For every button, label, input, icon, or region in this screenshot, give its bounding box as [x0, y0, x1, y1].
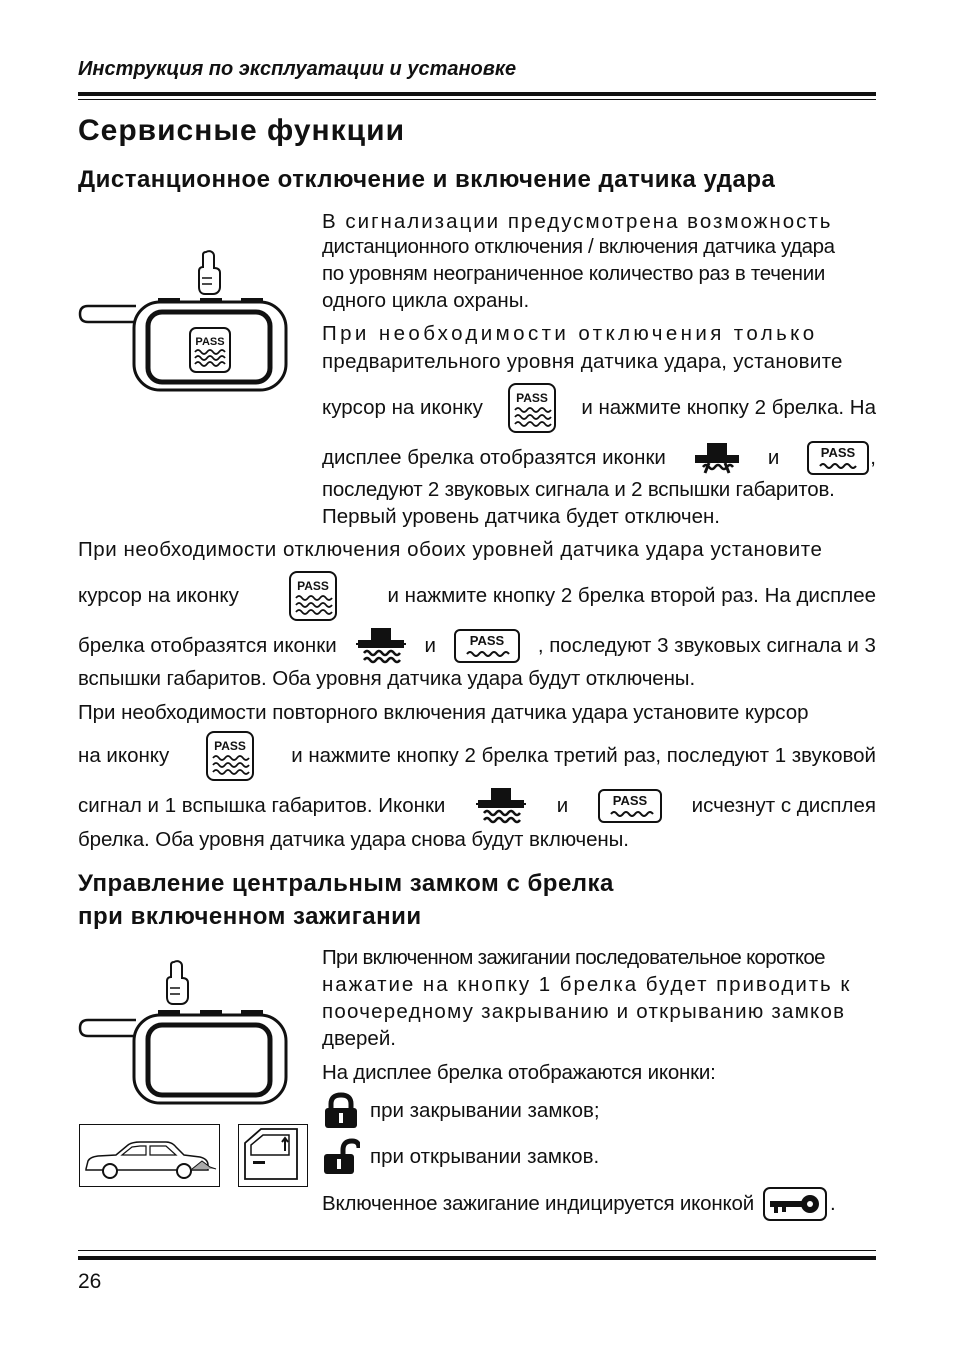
- pass-icon: [507, 382, 557, 434]
- shock-p3-line-3: сигнал и 1 вспышка габаритов. Иконки и PASS исчезнут с дисплея: [78, 786, 876, 826]
- pass-icon: [806, 440, 870, 476]
- svg-text:PASS: PASS: [821, 445, 856, 460]
- section-title: Сервисные функции: [78, 114, 406, 147]
- lock-closed-icon: [322, 1092, 360, 1130]
- fob-illustration-lock: [78, 958, 293, 1108]
- shock-p1-line-6: Первый уровень датчика будет отключен.: [322, 505, 720, 528]
- shock-sensor-off-icon: [354, 626, 408, 666]
- pointing-hand-icon: [199, 251, 220, 294]
- lock-display-line: На дисплее брелка отображаются иконки:: [322, 1061, 716, 1084]
- shock-p3-line-1: При необходимости повторного включения датчика удара установите курсор: [78, 701, 809, 724]
- shock-p1-line-2: предварительного уровня датчика удара, установите: [322, 350, 843, 373]
- svg-text:PASS: PASS: [297, 579, 330, 593]
- ignition-key-icon: [762, 1186, 828, 1222]
- lock-intro-line-3: поочередному закрыванию и открыванию замков: [322, 1000, 846, 1023]
- header-rule: [78, 92, 876, 96]
- ignition-row: Включенное зажигание индицируется иконкой .: [322, 1186, 836, 1222]
- pass-icon: [597, 788, 663, 824]
- svg-text:PASS: PASS: [469, 633, 505, 648]
- pass-icon: [190, 328, 230, 372]
- shock-p3-line-4: брелка. Оба уровня датчика удара снова будут включены.: [78, 828, 629, 851]
- shock-p1-line-4: дисплее брелка отобразятся иконки и PASS ,: [322, 440, 876, 476]
- shock-intro-line-2: дистанционного отключения / включения датчика удара: [322, 235, 835, 258]
- shock-p1-line-1: При необходимости отключения только: [322, 322, 818, 345]
- car-illustration: [79, 1124, 220, 1187]
- running-title: Инструкция по эксплуатации и установке: [78, 58, 517, 80]
- shock-intro-line-1: В сигнализации предусмотрена возможность: [322, 209, 833, 233]
- lock-intro-line-4: дверей.: [322, 1027, 396, 1050]
- shock-sensor-icon: [693, 441, 741, 475]
- lock-intro-line-2: нажатие на кнопку 1 брелка будет приводить к: [322, 973, 852, 996]
- pass-icon: [288, 570, 338, 622]
- footer-rule-thin: [78, 1250, 876, 1251]
- lock-title-line-2: при включенном зажигании: [78, 903, 422, 930]
- shock-p3-line-2: на иконку PASS и нажмите кнопку 2 брелка третий раз, последуют 1 звуковой: [78, 730, 876, 782]
- shock-p2-line-3: брелка отобразятся иконки и PASS , последуют 3 звуковых сигнала и 3: [78, 626, 876, 666]
- svg-text:PASS: PASS: [612, 793, 648, 808]
- shock-intro-line-4: одного цикла охраны.: [322, 289, 530, 312]
- shock-p1-line-3: курсор на иконку PASS и нажмите кнопку 2 брелка. На: [322, 382, 876, 434]
- pointing-hand-icon: [167, 961, 188, 1004]
- shock-title: Дистанционное отключение и включение датчика удара: [78, 166, 776, 193]
- lock-title-line-1: Управление центральным замком с брелка: [78, 870, 614, 897]
- header-rule-thin: [78, 99, 876, 100]
- footer-rule: [78, 1256, 876, 1260]
- svg-text:PASS: PASS: [195, 336, 225, 348]
- shock-p2-line-2: курсор на иконку PASS и нажмите кнопку 2 брелка второй раз. На дисплее: [78, 570, 876, 622]
- lock-opening-row: при открывании замков.: [322, 1138, 599, 1176]
- svg-text:PASS: PASS: [214, 739, 247, 753]
- lock-open-icon: [322, 1138, 360, 1176]
- page-number: 26: [78, 1270, 102, 1293]
- shock-p2-line-4: вспышки габаритов. Оба уровня датчика удара будут отключены.: [78, 667, 696, 690]
- lock-intro-line-1: При включенном зажигании последовательное короткое: [322, 946, 825, 969]
- lock-closing-row: при закрывании замков;: [322, 1092, 600, 1130]
- fob-illustration-shock: [78, 248, 293, 394]
- shock-p1-line-5: последуют 2 звуковых сигнала и 2 вспышки габаритов.: [322, 478, 835, 501]
- svg-text:PASS: PASS: [516, 391, 548, 405]
- pass-icon: [205, 730, 255, 782]
- shock-intro-line-3: по уровням неограниченное количество раз в течении: [322, 262, 825, 285]
- pass-icon: [453, 628, 521, 664]
- shock-p2-line-1: При необходимости отключения обоих уровней датчика удара установите: [78, 538, 823, 561]
- door-illustration: [238, 1124, 308, 1187]
- shock-sensor-off-icon: [474, 786, 528, 826]
